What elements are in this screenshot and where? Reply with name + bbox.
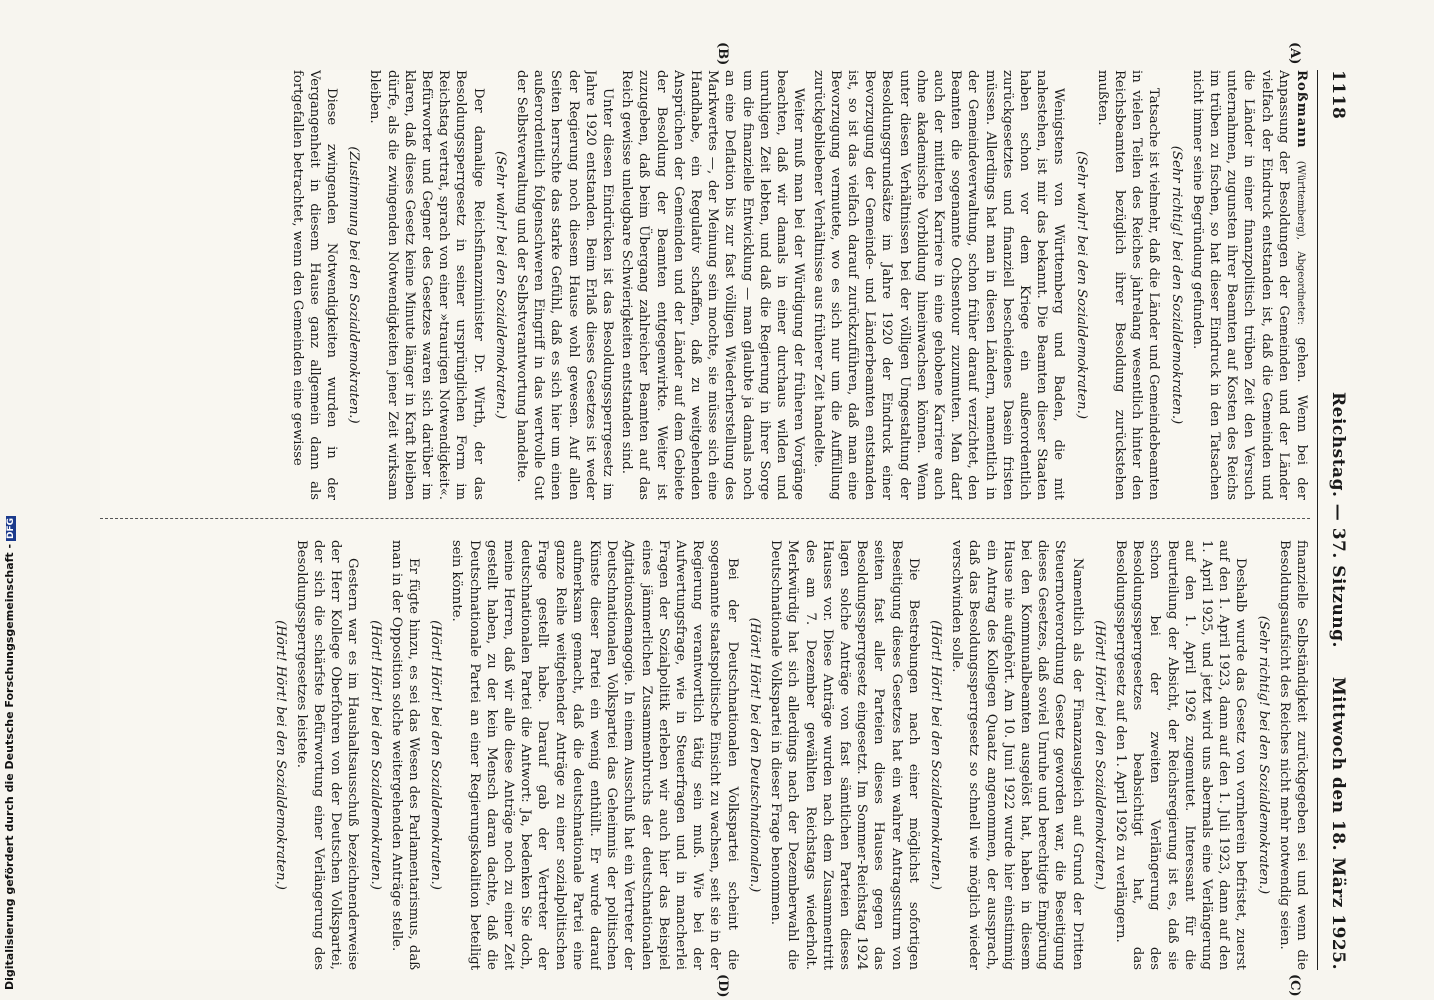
page-title: Reichstag. — 37. Sitzung. [1328,392,1348,648]
paragraph [1189,70,1310,500]
paragraph: Bei der Deutschnationalen Volkspartei scheint die sogenannte staatspolitische Einsicht zu wachsen, seit sie in der Regierung verantwortlich tätig sein muß. Wie bei der Aufwertungsfrage, wie in Steuerfragen und in mancherlei Fragen der Sozialpolitik erleben wir auch hier das Beispiel eines jämmerlichen Zusammenbruchs der deutschnationalen Agitationsdemagogie. In einem Ausschuß hat ein Vertreter der Deutschnationalen Volkspartei das Geheimnis der politischen Künste dieser Partei ein wenig enthüllt. Er wurde darauf aufmerksam gemacht, daß die deutschnationale Partei eine ganze Reihe weitgehender Anträge zu einer sozialpolitischen Frage gestellt habe. Darauf gab der Vertreter der deutschnationalen Partei die Antwort: Ja, bedenken Sie doch, meine Herren, daß wir alle diese Anträge noch zu einer Zeit gestellt haben, zu der kein Mensch daran dachte, daß die Deutschnationale Partei an einer Regierungskoalition beteiligt sein könnte. [449,540,740,970]
reaction: (Hört! Hört! bei den Sozialdemokraten.) [927,620,943,890]
margin-marker-b: (B) [715,42,730,66]
paragraph-text: gehen. Wenn bei der Anpassung der Besoldungen der Gemeinden und der Länder vielfach der Eindruck entstanden ist, daß die Gemeinden und die Länder in einer finanzpolitisch trüben Zeit den Versuch unternahmen, zugunsten ihrer Beamten auf Kosten des Reichs im trüben zu fischen, so hat dieser Eindruck in den Tatsachen nicht immer seine Begründung gefunden. [1189,70,1309,500]
digitization-credit [3,516,16,990]
credit-text: Digitalisierung gefördert durch die Deutsche Forschungsgemeinschaft - [3,543,16,990]
paragraph: Weiter muß man bei der Würdigung der früheren Vorgänge beachten, daß wir damals in einer durchaus wilden und unruhigen Zeit lebten, und daß die Regierung in ihrer Sorge um die finanzielle Entwicklung — man glaubte ja damals noch an eine Deflation bis zur fast völligen Wiederherstellung des Markwertes —, der Meinung sein mochte, sie müsse sich eine Handhabe, ein Regulativ schaffen, daß zu weitgehenden Ansprüchen der Gemeinden und der Länder auf dem Gebiete der Besoldung der Beamten entgegenwirkte. Weiter ist zuzugeben, daß beim Übergang zahlreicher Beamten auf das Reich gewisse unleugbare Schwierigkeiten entstanden sind. [619,70,807,500]
paragraph: Deshalb wurde das Gesetz von vornherein befristet, zuerst auf den 1. April 1923, dann auf den 1. Juli 1923, dann auf den 1. April 1925, und jetzt wird uns abermals eine Verlängerung auf den 1. April 1926 zugemutet. Interessant für die Beurteilung der Absicht, der Reichsregierung ist es, daß sie schon bei der zweiten Verlängerung des Besoldungssperrgesetzes beabsichtigt hat, das Besoldungssperrgesetz auf den 1. April 1926 zu verlängern. [1112,540,1249,970]
margin-marker-d: (D) [715,974,730,998]
paragraph: Der damalige Reichsfinanzminister Dr. Wirth, der das Besoldungssperrgesetz in seiner ursprünglichen Form im Reichstag vertrat, sprach von einer »traurigen Notwendigkeit«. Befürworter und Gegner des Gesetzes waren sich darüber im klaren, daß dieses Gesetz keine Minute länger in Kraft bleiben dürfe, als die zwingenden Notwendigkeiten jener Zeit wirksam bleiben. [367,70,486,500]
session-date: Mittwoch den 18. März 1925. [1328,676,1348,970]
reaction: (Hört! Hört! bei den Sozialdemokraten.) [367,620,383,890]
reaction: (Sehr wahr! bei den Sozialdemokraten.) [492,151,508,419]
paragraph: Diese zwingenden Notwendigkeiten wurden in der Vergangenheit in diesem Hause ganz allgemein dann als fortgefallen betrachtet, wenn den Gemeinden eine gewisse [289,70,340,500]
paragraph: Gestern war es im Haushaltsausschuß bezeichnenderweise der Herr Kollege Oberfohren von der Deutschen Volkspartei, der sich die schärfste Befürwortung einer Verlängerung des Besoldungssperrgesetzes leistete. [293,540,361,970]
reaction: (Hört! Hört! bei den Sozialdemokraten.) [272,620,288,890]
paragraph: Wenigstens von Württemberg und Baden, die mit nahestehen, ist mir das bekannt. Die Beamten dieser Staaten haben schon vor dem Kriege ein außerordentlich zurückgesetztes und finanziell bescheidenes Dasein fristen müssen. Allerdings hat man in diesen Ländern, namentlich in der Gemeindeverwaltung, schon früher darauf verzichtet, den Beamten die sogenannte Ochsentour zuzumuten. Man darf auch der mittleren Karriere in eine gehobene Karriere auch ohne akademische Vorbildung hineinwachsen können. Wenn unter diesen Verhältnissen bei der völligen Umgestaltung der Besoldungsgrundsätze im Jahre 1920 der Eindruck einer Bevorzugung der Gemeinde- und Länderbeamten entstanden ist, so ist das vielfach darauf zurückzuführen, daß man eine Bevorzugung vermutete, wo es sich nur um die Auffüllung zurückgebliebener Verhältnisse aus früherer Zeit handelte. [810,70,1067,500]
paragraph: Namentlich als der Finanzausgleich auf Grund der Dritten Steuernotverordnung Gesetz geworden war, die Beseitigung dieses Gesetzes, daß soviel Unruhe und berechtigte Empörung bei den Kommunalbeamten ausgelöst hat, haben in diesem Hause nie aufgehört. Am 10. Juni 1922 wurde hier einstimmig ein Antrag des Kollegen Quaatz angenommen, der aussprach, daß das Besoldungssperrgesetz so schnell wie möglich wieder verschwinden solle. [949,540,1085,970]
margin-marker-a: (A) [1287,42,1302,65]
left-column [100,70,1310,500]
paragraph: Unter diesen Eindrücken ist das Besoldungssperrgesetz im Jahre 1920 entstanden. Beim Erlaß dieses Gesetzes ist weder der Regierung noch diesem Hause wohl gewesen. Auf allen Seiten herrschte das starke Gefühl, daß es sich hier um einen außerordentlich folgenschweren Eingriff in das wertvolle Gut der Selbstverwaltung und der Selbstverantwortung handelte. [514,70,616,500]
margin-marker-c: (C) [1287,974,1302,997]
digitization-sidebar [0,0,18,1000]
paragraph: Tatsache ist vielmehr, daß die Länder und Gemeindebeamten in vielen Teilen des Reiches jahrelang wesentlich hinter den Reichsbeamten bezüglich ihrer Besoldung zurückstehen mußten. [1094,70,1162,500]
reaction: (Sehr richtig! bei den Sozialdemokraten.) [1255,615,1271,895]
reaction: (Hört! Hört! bei den Deutschnationalen.) [746,617,762,893]
reaction: (Sehr richtig! bei den Sozialdemokraten.) [1168,145,1184,425]
paragraph: Er fügte hinzu, es sei das Wesen des Parlamentarismus, daß man in der Opposition solche weitergehenden Anträge stelle. [388,540,422,970]
reaction: (Hört! Hört! bei den Sozialdemokraten.) [1091,620,1107,890]
paragraph: Die Bestrebungen nach einer möglichst sofortigen Beseitigung dieses Gesetzes hat ein wahrer Antragssturm von seiten fast aller Parteien dieses Hauses gegen das Besoldungssperrgesetz eingesetzt. Im Sommer-Reichstag 1924 lagen solche Anträge von fast sämtlichen Parteien dieses Hauses vor. Diese Anträge wurden nach dem Zusammentritt des am 7. Dezember gewählten Reichstags wiederholt. Merkwürdig hat sich allerdings nach der Dezemberwahl die Deutschnationale Volkspartei in dieser Frage benommen. [768,540,921,970]
header-rule [1317,70,1318,970]
document-page [100,42,1350,998]
speaker-name: Roßmann [1294,70,1309,149]
reaction: (Sehr wahr! bei den Sozialdemokraten.) [1073,151,1089,419]
right-column [100,540,1310,970]
dfg-logo: DFG [6,517,16,539]
column-divider [100,518,1310,520]
reaction: (Hört! Hört! bei den Sozialdemokraten.) [428,620,444,890]
page-number: 1118 [1328,70,1348,120]
speaker-note: (Württemberg), Abgeordneter: [1295,160,1306,325]
paragraph: finanzielle Selbständigkeit zurückgegeben sei und wenn die Besoldungsaufsicht des Reiches nicht mehr notwendig seien. [1276,540,1309,970]
page-header [1322,70,1350,970]
reaction: (Zustimmung bei den Sozialdemokraten.) [346,146,362,424]
